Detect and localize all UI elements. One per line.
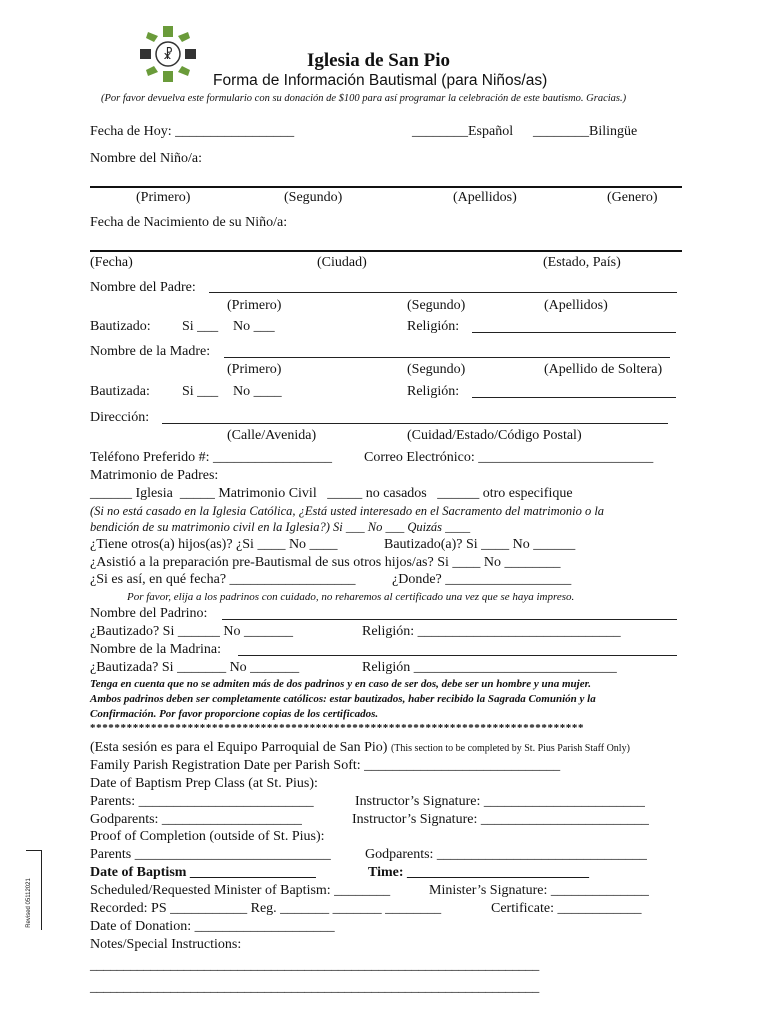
padrino-line[interactable] bbox=[222, 619, 677, 620]
certificate-field[interactable]: Certificate: ____________ bbox=[491, 901, 642, 916]
address-ciudad-caption: (Cuidad/Estado/Código Postal) bbox=[407, 428, 582, 443]
address-label: Dirección: bbox=[90, 410, 150, 425]
birth-ciudad-caption: (Ciudad) bbox=[317, 255, 367, 270]
parish-logo-icon bbox=[138, 22, 198, 84]
parents-proof-field[interactable]: Parents ____________________________ bbox=[90, 847, 331, 862]
father-apellidos-caption: (Apellidos) bbox=[544, 298, 608, 313]
instructor-signature-1[interactable]: Instructor’s Signature: _______________________ bbox=[355, 794, 645, 809]
godparents-warning-3: Confirmación. Por favor proporcione copias de los certificados. bbox=[90, 708, 379, 720]
child-segundo-caption: (Segundo) bbox=[284, 190, 343, 205]
birth-line[interactable] bbox=[90, 250, 682, 252]
mother-name-label: Nombre de la Madre: bbox=[90, 344, 211, 359]
donation-date-field[interactable]: Date of Donation: ____________________ bbox=[90, 919, 335, 934]
marriage-options[interactable]: ______ Iglesia _____ Matrimonio Civil _____ no casados ______ otro especifique bbox=[90, 486, 573, 501]
godparents-prep-field[interactable]: Godparents: ____________________ bbox=[90, 812, 302, 827]
fecha-hoy-field[interactable]: Fecha de Hoy: _________________ bbox=[90, 124, 295, 139]
marriage-note-line1: (Si no está casado en la Iglesia Católica, ¿Está usted interesado en el Sacramento del matrimonio o la bbox=[90, 504, 605, 518]
mother-bautizada-label: Bautizada: bbox=[90, 384, 150, 399]
godparents-proof-field[interactable]: Godparents: ______________________________ bbox=[365, 847, 647, 862]
father-si-option[interactable]: Si ___ bbox=[182, 319, 219, 334]
child-apellidos-caption: (Apellidos) bbox=[453, 190, 517, 205]
revision-stamp: Revised 05112021 bbox=[26, 878, 32, 928]
staff-heading bbox=[90, 740, 630, 756]
proof-label: Proof of Completion (outside of St. Pius): bbox=[90, 829, 325, 844]
notes-line-2[interactable]: ___________________________________________________________________ bbox=[90, 980, 539, 995]
address-calle-caption: (Calle/Avenida) bbox=[227, 428, 317, 443]
mother-no-option[interactable]: No ____ bbox=[233, 384, 282, 399]
email-field[interactable]: Correo Electrónico: _________________________ bbox=[364, 450, 654, 465]
prep-date-field[interactable]: ¿Si es así, en qué fecha? __________________ bbox=[90, 572, 356, 587]
mother-religion-line[interactable] bbox=[472, 397, 676, 398]
padrino-label: Nombre del Padrino: bbox=[90, 606, 208, 621]
madrina-line[interactable] bbox=[238, 655, 677, 656]
page-title: Iglesia de San Pio bbox=[307, 50, 451, 71]
padrino-baptized-field[interactable]: ¿Bautizado? Si ______ No _______ bbox=[90, 624, 293, 639]
instructor-signature-2[interactable]: Instructor’s Signature: ________________________ bbox=[352, 812, 649, 827]
child-name-label: Nombre del Niño/a: bbox=[90, 151, 202, 166]
birth-fecha-caption: (Fecha) bbox=[90, 255, 133, 270]
date-of-baptism-field[interactable]: Date of Baptism __________________ bbox=[90, 865, 316, 880]
child-genero-caption: (Genero) bbox=[607, 190, 658, 205]
recorded-field[interactable]: Recorded: PS ___________ Reg. _______ _______ ________ bbox=[90, 901, 442, 916]
mother-si-option[interactable]: Si ___ bbox=[182, 384, 219, 399]
mother-name-line[interactable] bbox=[224, 357, 670, 358]
child-name-line[interactable] bbox=[90, 186, 682, 188]
father-religion-line[interactable] bbox=[472, 332, 676, 333]
father-religion-label: Religión: bbox=[407, 319, 460, 334]
donation-note: (Por favor devuelva este formulario con su donación de $100 para así programar la celebración de este bautismo. Gracias.) bbox=[101, 93, 627, 104]
father-primero-caption: (Primero) bbox=[227, 298, 282, 313]
birth-label: Fecha de Nacimiento de su Niño/a: bbox=[90, 215, 288, 230]
mother-apellido-caption: (Apellido de Soltera) bbox=[544, 362, 663, 377]
father-no-option[interactable]: No ___ bbox=[233, 319, 275, 334]
espanol-option[interactable]: ________Español bbox=[412, 124, 514, 139]
madrina-baptized-field[interactable]: ¿Bautizada? Si _______ No _______ bbox=[90, 660, 300, 675]
section-divider: ********************************************************************************* bbox=[90, 722, 585, 734]
godparents-care-note: Por favor, elija a los padrinos con cuidado, no reharemos al certificado una vez que se haya impreso. bbox=[127, 591, 575, 603]
svg-text:☧: ☧ bbox=[162, 48, 174, 63]
prep-where-field[interactable]: ¿Donde? __________________ bbox=[392, 572, 572, 587]
parents-prep-field[interactable]: Parents: _________________________ bbox=[90, 794, 314, 809]
revision-bracket-top bbox=[26, 850, 42, 851]
father-name-label: Nombre del Padre: bbox=[90, 280, 196, 295]
mother-segundo-caption: (Segundo) bbox=[407, 362, 466, 377]
notes-label: Notes/Special Instructions: bbox=[90, 937, 242, 952]
notes-line-1[interactable]: ___________________________________________________________________ bbox=[90, 958, 539, 973]
revision-bracket-side bbox=[41, 850, 42, 930]
father-name-line[interactable] bbox=[209, 292, 677, 293]
marriage-note-line2: bendición de su matrimonio civil en la Iglesia?) Si ___ No ___ Quizás ____ bbox=[90, 520, 471, 534]
bilingue-option[interactable]: ________Bilingüe bbox=[533, 124, 638, 139]
madrina-label: Nombre de la Madrina: bbox=[90, 642, 222, 657]
prep-attended-question[interactable]: ¿Asistió a la preparación pre-Bautismal de sus otros hijos/as? Si ____ No ________ bbox=[90, 555, 561, 570]
madrina-religion-field[interactable]: Religión _____________________________ bbox=[362, 660, 617, 675]
phone-field[interactable]: Teléfono Preferido #: _________________ bbox=[90, 450, 333, 465]
birth-estado-caption: (Estado, País) bbox=[543, 255, 621, 270]
staff-heading-es: (Esta sesión es para el Equipo Parroquial de San Pio) bbox=[90, 740, 388, 755]
minister-signature-field[interactable]: Minister’s Signature: ______________ bbox=[429, 883, 649, 898]
address-line[interactable] bbox=[162, 423, 668, 424]
mother-religion-label: Religión: bbox=[407, 384, 460, 399]
minister-field[interactable]: Scheduled/Requested Minister of Baptism: ________ bbox=[90, 883, 391, 898]
child-primero-caption: (Primero) bbox=[136, 190, 191, 205]
time-field[interactable]: Time: __________________________ bbox=[368, 865, 590, 880]
father-bautizado-label: Bautizado: bbox=[90, 319, 151, 334]
siblings-baptized-question[interactable]: Bautizado(a)? Si ____ No ______ bbox=[384, 537, 576, 552]
prep-class-label: Date of Baptism Prep Class (at St. Pius): bbox=[90, 776, 318, 791]
staff-heading-en: (This section to be completed by St. Pius Parish Staff Only) bbox=[390, 743, 630, 754]
father-segundo-caption: (Segundo) bbox=[407, 298, 466, 313]
godparents-warning-1: Tenga en cuenta que no se admiten más de dos padrinos y en caso de ser dos, debe ser un hombre y una mujer. bbox=[90, 678, 592, 690]
registration-date-field[interactable]: Family Parish Registration Date per Parish Soft: ____________________________ bbox=[90, 758, 561, 773]
form-subtitle: Forma de Información Bautismal (para Niños/as) bbox=[213, 72, 548, 89]
mother-primero-caption: (Primero) bbox=[227, 362, 282, 377]
marriage-label: Matrimonio de Padres: bbox=[90, 468, 219, 483]
padrino-religion-field[interactable]: Religión: _____________________________ bbox=[362, 624, 621, 639]
godparents-warning-2: Ambos padrinos deben ser completamente católicos: estar bautizados, haber recibido la Sagrada Comunión y la bbox=[90, 693, 596, 705]
siblings-question[interactable]: ¿Tiene otros(a) hijos(as)? ¿Si ____ No ____ bbox=[90, 537, 338, 552]
